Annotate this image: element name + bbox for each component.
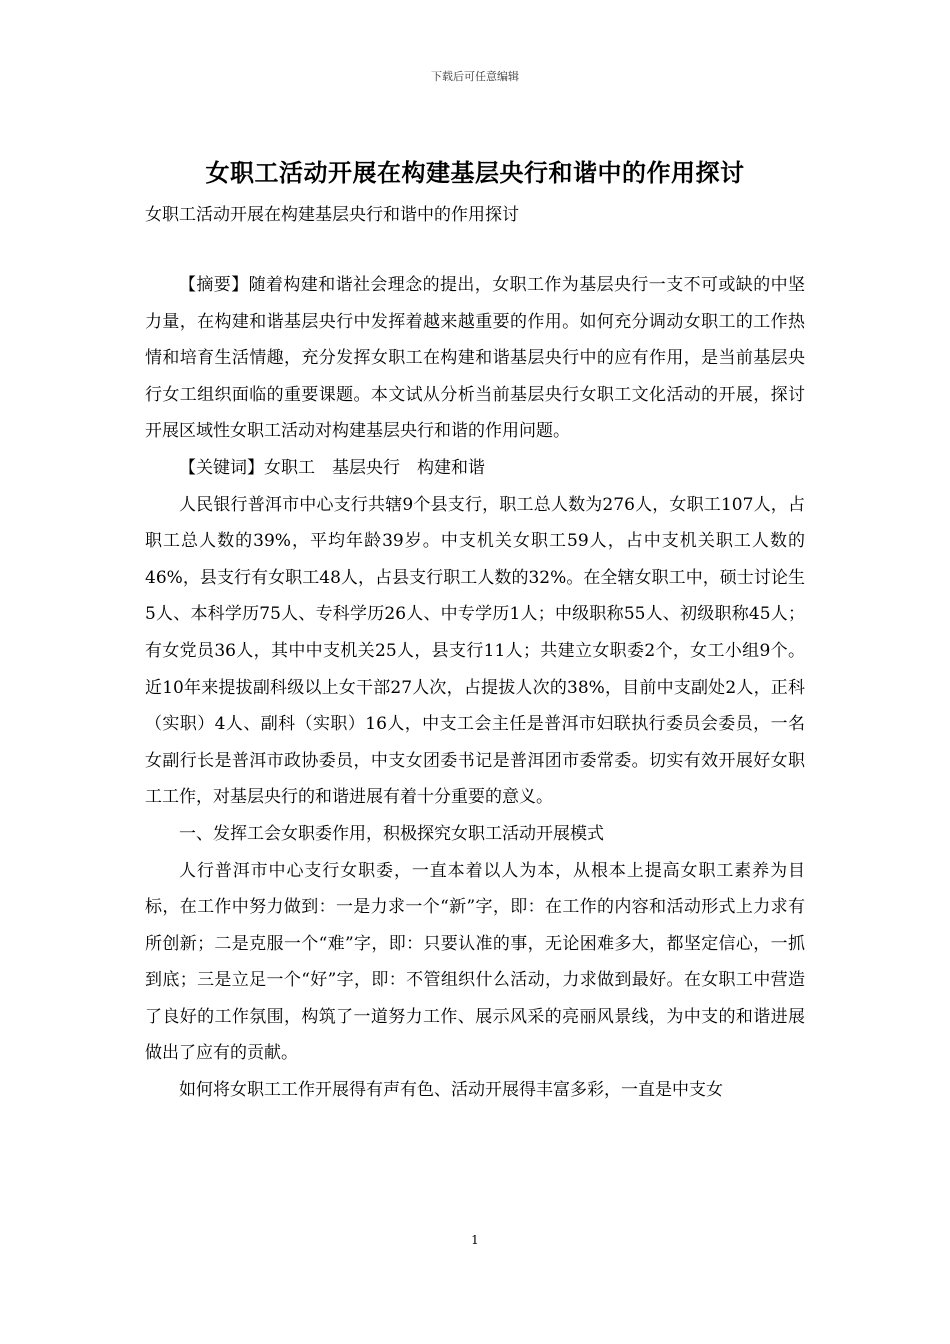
page-number: 1 — [471, 1233, 479, 1247]
body-paragraph: 人民银行普洱市中心支行共辖9个县支行，职工总人数为276人，女职工107人，占职工总人数的39%，平均年龄39岁。中支机关女职工59人，占中支机关职工人数的46%，县支行有女职工48人，占县支行职工人数的32%。在全辖女职工中，硕士讨论生5人、本科学历75人、专科学历26人、中专学历1人；中级职称55人、初级职称45人；有女党员36人，其中中支机关25人，县支行11人；共建立女职委2个，女工小组9个。近10年来提拔副科级以上女干部27人次，占提拔人次的38%，目前中支副处2人，正科（实职）4人、副科（实职）16人，中支工会主任是普洱市妇联执行委员会委员，一名女副行长是普洱市政协委员，中支女团委书记是普洱团市委常委。切实有效开展好女职工工作，对基层央行的和谐进展有着十分重要的意义。 — [145, 494, 805, 808]
section-heading: 一、发挥工会女职委作用，积极探究女职工活动开展模式 — [179, 823, 604, 844]
body-paragraph: 如何将女职工工作开展得有声有色、活动开展得丰富多彩，一直是中支女 — [179, 1080, 723, 1101]
keywords-paragraph: 【关键词】女职工 基层央行 构建和谐 — [179, 457, 485, 478]
document-title: 女职工活动开展在构建基层央行和谐中的作用探讨 — [205, 158, 745, 187]
document-body — [145, 267, 805, 1109]
page-header-note: 下载后可任意编辑 — [431, 70, 519, 83]
document-subtitle: 女职工活动开展在构建基层央行和谐中的作用探讨 — [145, 205, 519, 225]
body-paragraph: 人行普洱市中心支行女职委，一直本着以人为本，从根本上提高女职工素养为目标，在工作中努力做到：一是力求一个“新”字，即：在工作的内容和活动形式上力求有所创新；二是克服一个“难”字，即：只要认准的事，无论困难多大，都坚定信心，一抓到底；三是立足一个“好”字，即：不管组织什么活动，力求做到最好。在女职工中营造了良好的工作氛围，构筑了一道努力工作、展示风采的亮丽风景线，为中支的和谐进展做出了应有的贡献。 — [145, 860, 805, 1064]
abstract-paragraph: 【摘要】随着构建和谐社会理念的提出，女职工作为基层央行一支不可或缺的中坚力量，在构建和谐基层央行中发挥着越来越重要的作用。如何充分调动女职工的工作热情和培育生活情趣，充分发挥女职工在构建和谐基层央行中的应有作用，是当前基层央行女工组织面临的重要课题。本文试从分析当前基层央行女职工文化活动的开展，探讨开展区域性女职工活动对构建基层央行和谐的作用问题。 — [145, 275, 805, 442]
